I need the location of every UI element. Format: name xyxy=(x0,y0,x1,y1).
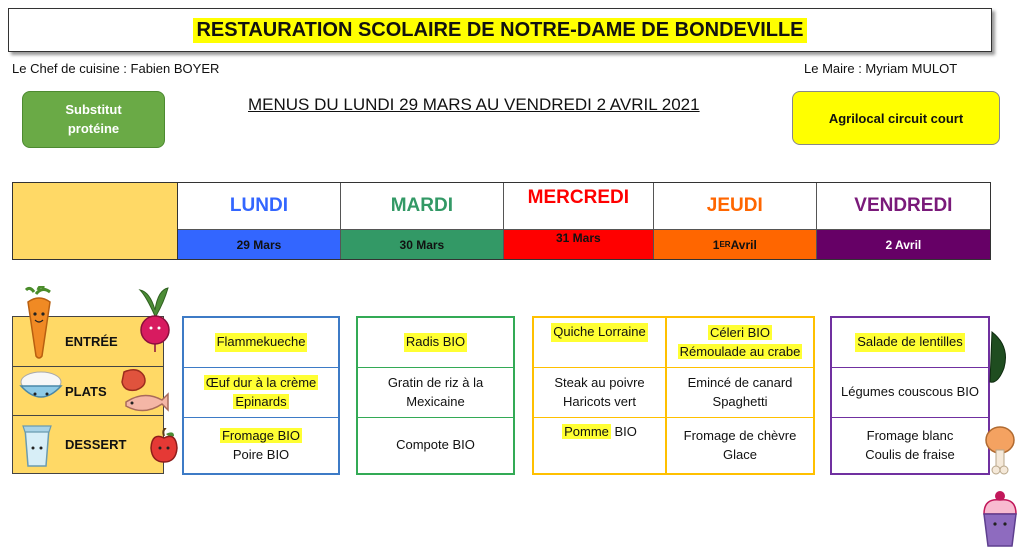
page-title-banner xyxy=(8,8,992,52)
menu-box-mardi xyxy=(356,316,515,475)
menu-box-mercredi-jeudi xyxy=(532,316,815,475)
header-corner-cell xyxy=(13,183,178,259)
cell-vendredi-dessert xyxy=(832,417,988,473)
dish-mercredi-plat-1: Steak au poivre xyxy=(554,374,645,390)
day-header-lundi xyxy=(178,183,341,259)
cell-mardi-entree xyxy=(358,318,513,367)
day-header-mercredi xyxy=(504,183,654,259)
rice-bowl-icon xyxy=(18,368,64,408)
row-label-dessert-text: DESSERT xyxy=(65,437,127,452)
cell-vendredi-entree xyxy=(832,318,988,367)
dish-mardi-plat-1: Gratin de riz à la xyxy=(387,374,484,390)
cell-jeudi-dessert xyxy=(667,417,813,473)
meat-fish-icon xyxy=(118,366,170,418)
day-header-table xyxy=(12,182,991,260)
day-name-mardi: MARDI xyxy=(390,195,454,216)
cell-mercredi-dessert xyxy=(534,417,665,473)
dish-jeudi-entree-1: Céleri BIO xyxy=(710,324,770,340)
day-date-jeudi-month: Avril xyxy=(730,237,757,252)
dish-mardi-dessert: Compote BIO xyxy=(396,437,475,453)
menu-column-jeudi xyxy=(667,318,813,473)
dish-jeudi-plat-2: Spaghetti xyxy=(712,393,768,409)
dish-lundi-dessert-1: Fromage BIO xyxy=(221,427,301,443)
row-label-plats-text: PLATS xyxy=(65,383,107,399)
chef-name: Le Chef de cuisine : Fabien BOYER xyxy=(12,61,220,76)
day-date-jeudi-sup: ER xyxy=(719,240,731,249)
chicken-leg-icon xyxy=(984,424,1016,478)
day-date-vendredi: 2 Avril xyxy=(817,229,990,259)
day-name-mercredi: MERCREDI xyxy=(527,187,629,208)
day-name-jeudi: JEUDI xyxy=(706,195,763,216)
dish-mardi-entree: Radis BIO xyxy=(404,333,467,352)
day-date-mardi: 30 Mars xyxy=(341,229,503,259)
legend-substitute-protein xyxy=(22,91,165,148)
cell-mercredi-entree xyxy=(534,318,665,367)
page-title: RESTAURATION SCOLAIRE DE NOTRE-DAME DE BONDEVILLE xyxy=(193,18,806,43)
dish-lundi-plat-2: Epinards xyxy=(235,393,287,409)
dish-jeudi-entree-2: Rémoulade au crabe xyxy=(679,343,801,359)
legend-agrilocal-label: Agrilocal circuit court xyxy=(828,110,964,126)
menu-period-title: MENUS DU LUNDI 29 MARS AU VENDREDI 2 AVRIL 2021 xyxy=(248,95,700,114)
menu-box-lundi xyxy=(182,316,340,475)
dish-lundi-entree: Flammekueche xyxy=(215,333,308,352)
cell-vendredi-plat xyxy=(832,367,988,417)
carrot-icon xyxy=(22,286,56,360)
leaf-icon xyxy=(988,328,1010,386)
cell-lundi-dessert xyxy=(184,417,338,473)
dish-mercredi-dessert-rest: BIO xyxy=(610,424,637,439)
cell-lundi-plat xyxy=(184,367,338,417)
day-header-jeudi xyxy=(654,183,817,259)
dish-vendredi-dessert-1: Fromage blanc xyxy=(866,427,954,443)
dish-vendredi-plat: Légumes couscous BIO xyxy=(840,384,980,400)
dish-jeudi-plat-1: Emincé de canard xyxy=(687,374,793,390)
cell-mardi-dessert xyxy=(358,417,513,473)
yogurt-icon xyxy=(22,422,52,468)
dish-vendredi-entree: Salade de lentilles xyxy=(855,333,965,352)
day-header-mardi xyxy=(341,183,504,259)
dish-mardi-plat-2: Mexicaine xyxy=(406,393,465,409)
day-date-mercredi: 31 Mars xyxy=(504,229,653,259)
cell-mardi-plat xyxy=(358,367,513,417)
dish-lundi-plat-1: Œuf dur à la crème xyxy=(205,374,317,390)
cell-lundi-entree xyxy=(184,318,338,367)
menu-column-mercredi xyxy=(534,318,665,473)
dish-mercredi-entree: Quiche Lorraine xyxy=(551,323,648,342)
day-name-vendredi: VENDREDI xyxy=(854,195,953,216)
apple-icon xyxy=(148,428,180,464)
row-label-entree-text: ENTRÉE xyxy=(65,334,118,349)
mayor-name: Le Maire : Myriam MULOT xyxy=(804,61,958,76)
dish-vendredi-dessert-2: Coulis de fraise xyxy=(865,446,955,462)
cell-jeudi-entree xyxy=(667,318,813,367)
dish-mercredi-plat-2: Haricots vert xyxy=(563,393,636,409)
radish-icon xyxy=(136,286,174,354)
day-header-vendredi xyxy=(817,183,990,259)
dish-jeudi-dessert-2: Glace xyxy=(723,446,757,462)
legend-agrilocal xyxy=(792,91,1000,145)
legend-substitute-line1: Substitut xyxy=(65,101,122,117)
menu-box-vendredi xyxy=(830,316,990,475)
day-date-lundi: 29 Mars xyxy=(178,229,340,259)
dish-lundi-dessert-2: Poire BIO xyxy=(232,446,290,462)
cupcake-icon xyxy=(980,488,1020,548)
day-name-lundi: LUNDI xyxy=(229,195,288,216)
cell-mercredi-plat xyxy=(534,367,665,417)
day-date-jeudi-num: 1 xyxy=(712,237,720,252)
dish-jeudi-dessert-1: Fromage de chèvre xyxy=(683,427,797,443)
cell-jeudi-plat xyxy=(667,367,813,417)
dish-mercredi-dessert-hl: Pomme xyxy=(564,424,609,439)
day-date-jeudi xyxy=(654,229,816,259)
legend-substitute-line2: protéine xyxy=(67,120,120,136)
